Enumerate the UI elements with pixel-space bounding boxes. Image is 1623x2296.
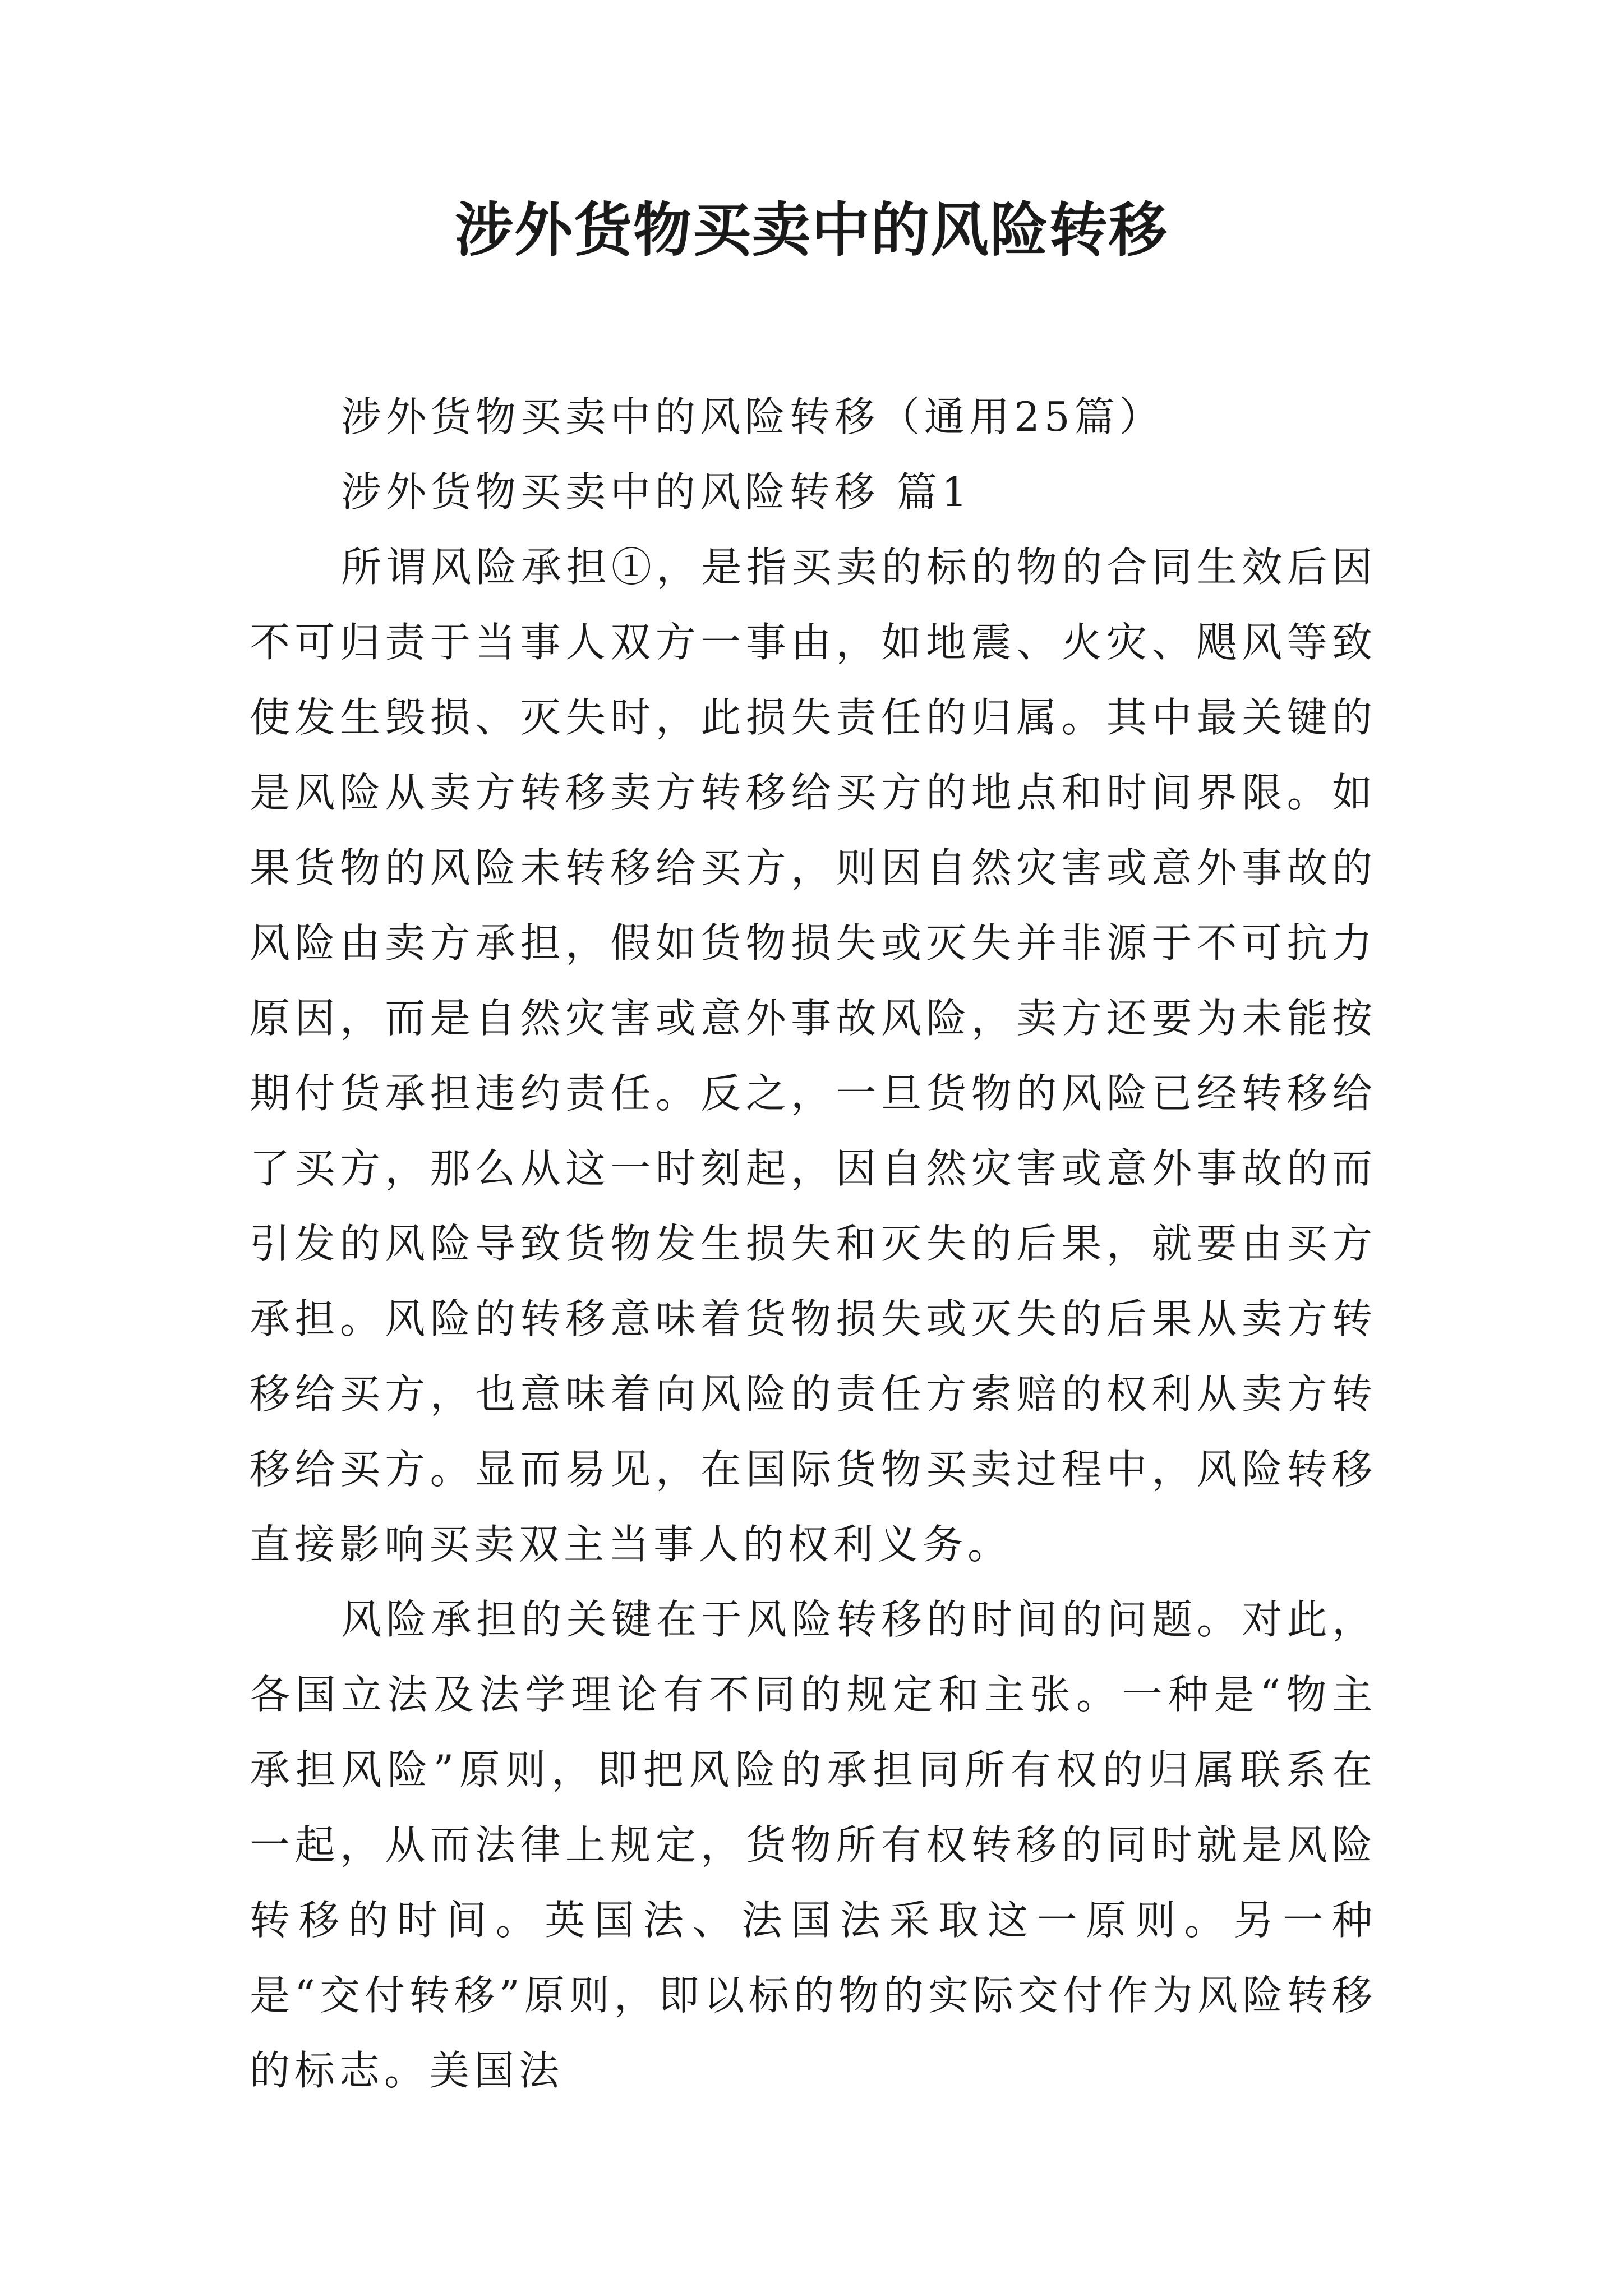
paragraph-2: 风险承担的关键在于风险转移的时间的问题。对此，各国立法及法学理论有不同的规定和主张。一种是“物主承担风险”原则，即把风险的承担同所有权的归属联系在一起，从而法律上规定，货物所有权转移的同时就是风险转移的时间。英国法、法国法采取这一原则。另一种是“交付转移”原则，即以标的物的实际交付作为风险转移的标志。美国法: [250, 1596, 1377, 2094]
paragraph-1: 所谓风险承担①，是指买卖的标的物的合同生效后因不可归责于当事人双方一事由，如地震、火灾、飓风等致使发生毁损、灭失时，此损失责任的归属。其中最关键的是风险从卖方转移卖方转移给买方的地点和时间界限。如果货物的风险未转移给买方，则因自然灾害或意外事故的风险由卖方承担，假如货物损失或灭失并非源于不可抗力原因，而是自然灾害或意外事故风险，卖方还要为未能按期付货承担违约责任。反之，一旦货物的风险已经转移给了买方，那么从这一时刻起，因自然灾害或意外事故的而引发的风险导致货物发生损失和灭失的后果，就要由买方承担。风险的转移意味着货物损失或灭失的后果从卖方转移给买方，也意味着向风险的责任方索赔的权利从卖方转移给买方。显而易见，在国际货物买卖过程中，风险转移直接影响买卖双主当事人的权利义务。: [250, 544, 1377, 1568]
document-body: [250, 379, 1377, 2108]
section-heading: 涉外货物买卖中的风险转移 篇1: [341, 468, 972, 516]
document-subtitle: 涉外货物买卖中的风险转移（通用25篇）: [341, 393, 1164, 440]
document-title: 涉外货物买卖中的风险转移: [454, 195, 1168, 264]
